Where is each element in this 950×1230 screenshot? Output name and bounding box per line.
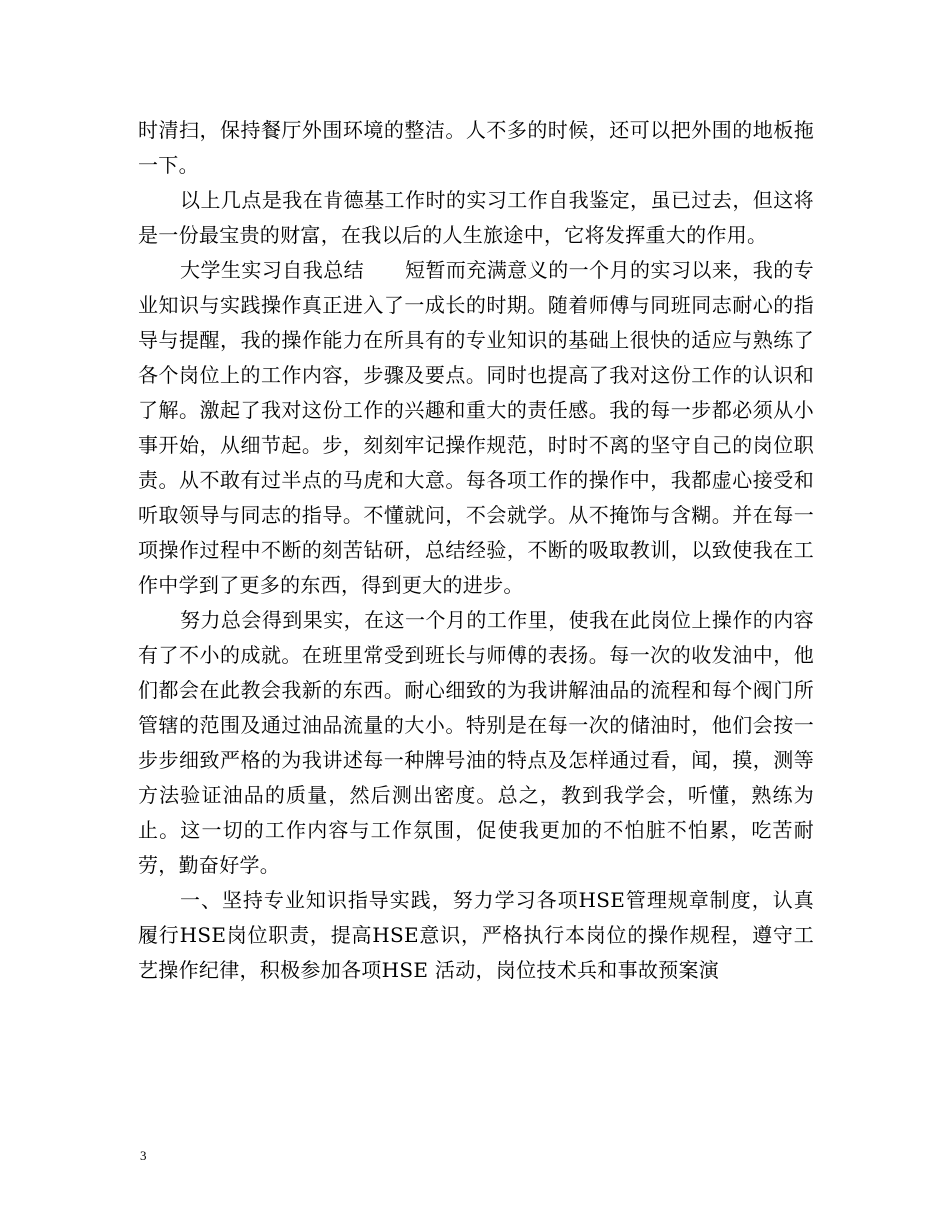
- paragraph-hse: 一、坚持专业知识指导实践，努力学习各项HSE管理规章制度，认真履行HSE岗位职责，提高HSE意识，严格执行本岗位的操作规程，遵守工艺操作纪律，积极参加各项HSE 活动，岗位技术兵和事故预案演: [138, 888, 814, 982]
- paragraph-internship-summary: 大学生实习自我总结 短暂而充满意义的一个月的实习以来，我的专业知识与实践操作真正进入了一成长的时期。随着师傅与同班同志耐心的指导与提醒，我的操作能力在所具有的专业知识的基础上很快的适应与熟练了各个岗位上的工作内容，步骤及要点。同时也提高了我对这份工作的认识和了解。激起了我对这份工作的兴趣和重大的责任感。我的每一步都必须从小事开始，从细节起。步，刻刻牢记操作规范，时时不离的坚守自己的岗位职责。从不敢有过半点的马虎和大意。每各项工作的操作中，我都虚心接受和听取领导与同志的指导。不懂就问，不会就学。从不掩饰与含糊。并在每一项操作过程中不断的刻苦钻研，总结经验，不断的吸取教训，以致使我在工作中学到了更多的东西，得到更大的进步。: [138, 258, 814, 597]
- page-number: 3: [140, 1148, 147, 1163]
- paragraph-kfc-summary: 以上几点是我在肯德基工作时的实习工作自我鉴定，虽已过去，但这将是一份最宝贵的财富，在我以后的人生旅途中，它将发挥重大的作用。: [138, 188, 814, 247]
- document-body: [138, 113, 814, 988]
- paragraph-continuation: 时清扫，保持餐厅外围环境的整洁。人不多的时候，还可以把外围的地板拖一下。: [138, 118, 814, 177]
- paragraph-achievements: 努力总会得到果实，在这一个月的工作里，使我在此岗位上操作的内容有了不小的成就。在班里常受到班长与师傅的表扬。每一次的收发油中，他们都会在此教会我新的东西。耐心细致的为我讲解油品的流程和每个阀门所管辖的范围及通过油品流量的大小。特别是在每一次的储油时，他们会按一步步细致严格的为我讲述每一种牌号油的特点及怎样通过看，闻，摸，测等方法验证油品的质量，然后测出密度。总之，教到我学会，听懂，熟练为止。这一切的工作内容与工作氛围，促使我更加的不怕脏不怕累，吃苦耐劳，勤奋好学。: [138, 608, 814, 877]
